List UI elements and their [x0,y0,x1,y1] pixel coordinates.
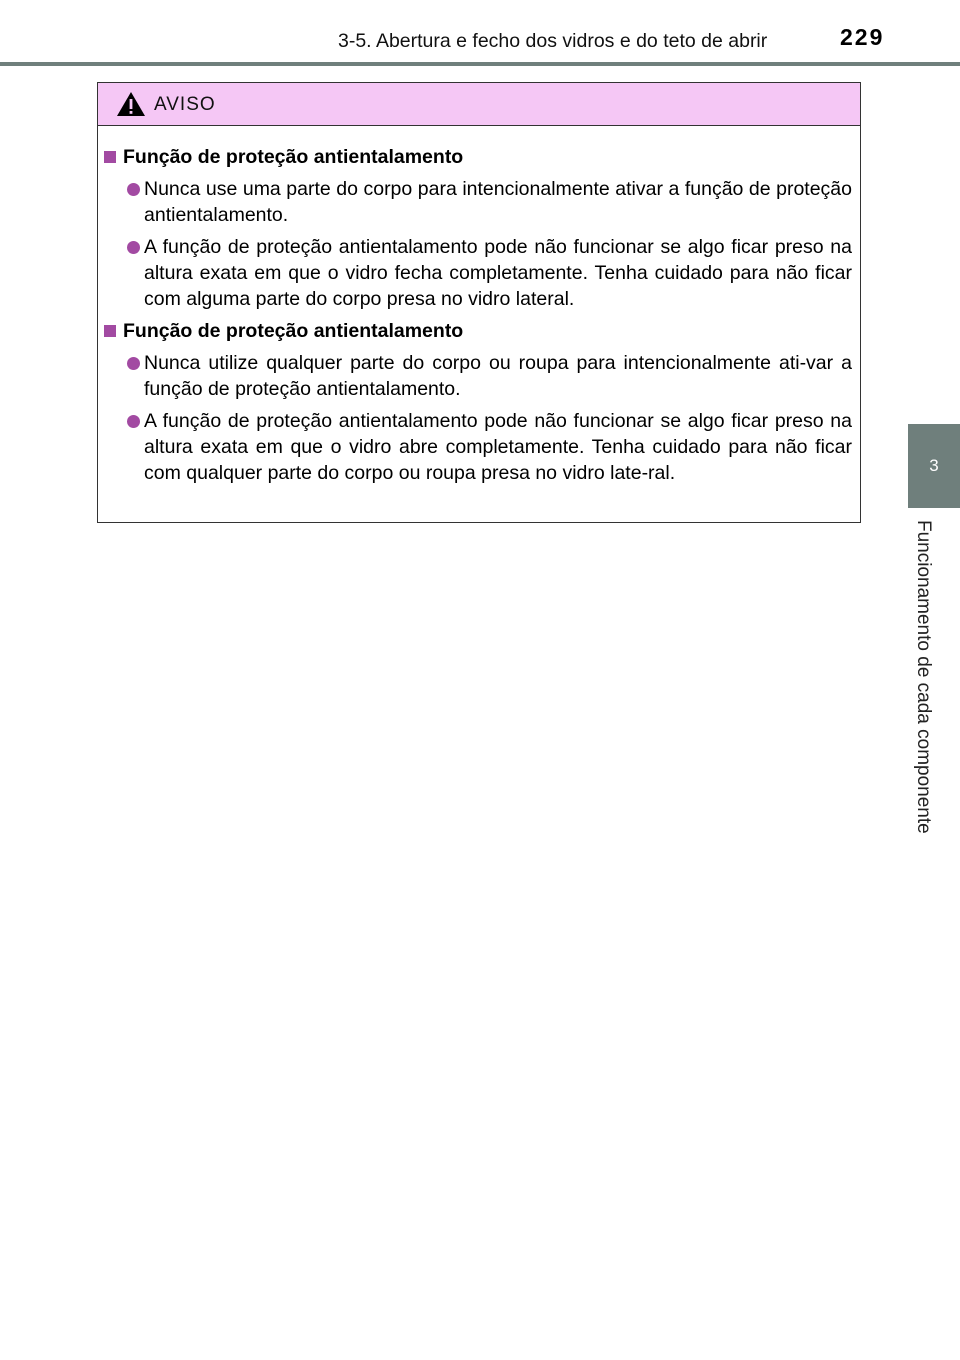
warning-title: AVISO [154,94,216,115]
chapter-label: Funcionamento de cada componente [913,520,934,834]
round-bullet-icon [127,357,140,370]
warning-header [98,83,860,126]
round-bullet-icon [127,241,140,254]
section-heading-text: Função de proteção antientalamento [123,146,464,168]
warning-body [98,126,860,486]
warning-triangle-icon [116,91,146,117]
chapter-number: 3 [929,456,939,475]
list-item [104,234,852,312]
list-item [104,176,852,228]
list-item-text: A função de proteção antientalamento pode não funcionar se algo ficar preso na altura exata em que o vidro fecha completamente. Tenha cuidado para não ficar com alguma parte do corpo presa no vidro lateral. [144,236,852,310]
list-item [104,408,852,486]
square-bullet-icon [104,325,116,337]
round-bullet-icon [127,415,140,428]
list-item-text: Nunca use uma parte do corpo para intencionalmente ativar a função de proteção antientalamento. [144,178,852,226]
section-heading [104,318,852,344]
round-bullet-icon [127,183,140,196]
running-header: 3-5. Abertura e fecho dos vidros e do teto de abrir [338,30,768,52]
section-heading [104,144,852,170]
list-item [104,350,852,402]
section-heading-text: Função de proteção antientalamento [123,320,464,342]
list-item-text: Nunca utilize qualquer parte do corpo ou roupa para intencionalmente ati-var a função de proteção antientalamento. [144,352,852,400]
list-item-text: A função de proteção antientalamento pode não funcionar se algo ficar preso na altura exata em que o vidro abre completamente. Tenha cuidado para não ficar com qualquer parte do corpo ou roupa presa no vidro late-ral. [144,410,852,484]
warning-box [97,82,861,523]
chapter-tab[interactable] [908,424,960,508]
page-number: 229 [840,24,885,50]
header-rule [0,62,960,66]
square-bullet-icon [104,151,116,163]
chapter-label-container [914,520,954,860]
